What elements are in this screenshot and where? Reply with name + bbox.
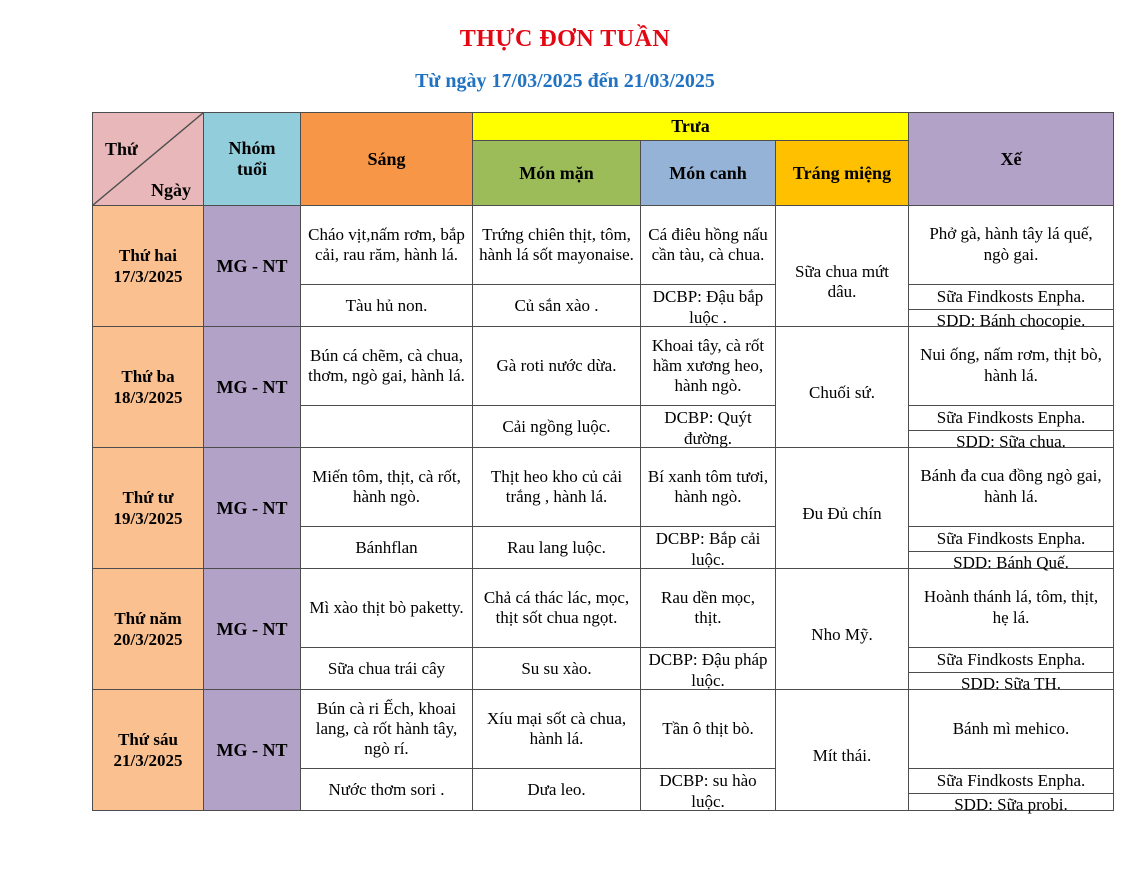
lunch-main-dish-1: Trứng chiên thịt, tôm, hành lá sốt mayonaise. (473, 206, 640, 285)
morning-cell (301, 206, 473, 327)
morning-dish-1: Cháo vịt,nấm rơm, bắp cải, rau răm, hành lá. (301, 206, 472, 285)
lunch-dessert-cell: Mít thái. (776, 690, 909, 811)
lunch-main-cell (473, 206, 641, 327)
morning-cell (301, 327, 473, 448)
corner-header-cell (93, 113, 204, 206)
morning-dish-1: Mì xào thịt bò paketty. (301, 569, 472, 648)
lunch-soup-extra: DCBP: Đậu pháp luộc. (648, 650, 768, 690)
afternoon-milk: Sữa Findkosts Enpha. (909, 527, 1113, 553)
lunch-dessert-cell: Chuối sứ. (776, 327, 909, 448)
day-cell (93, 569, 204, 690)
day-name: Thứ sáu (118, 729, 178, 749)
lunch-main-dish-2: Củ sắn xào . (514, 295, 599, 315)
morning-cell (301, 569, 473, 690)
lunch-soup-extra: DCBP: Bắp cải luộc. (655, 529, 761, 569)
morning-dish-1: Bún cá chẽm, cà chua, thơm, ngò gai, hành lá. (301, 327, 472, 406)
lunch-main-cell (473, 569, 641, 690)
lunch-soup-extra: DCBP: Đậu bắp luộc . (652, 287, 764, 327)
day-name: Thứ ba (121, 366, 175, 386)
menu-day-row (93, 569, 1114, 694)
day-date: 19/3/2025 (113, 509, 183, 528)
afternoon-dish: Bánh mì mehico. (909, 690, 1113, 769)
date-range-subtitle: Từ ngày 17/03/2025 đến 21/03/2025 (415, 70, 715, 92)
afternoon-milk: Sữa Findkosts Enpha. (909, 285, 1113, 311)
afternoon-sdd: SDD: Sữa chua. (956, 432, 1066, 452)
day-cell (93, 448, 204, 569)
age-group-cell: MG - NT (204, 569, 301, 690)
weekly-menu-table (92, 112, 1114, 815)
corner-label-day: Thứ (105, 139, 138, 159)
menu-day-row (93, 690, 1114, 815)
lunch-soup-cell (641, 448, 776, 569)
lunch-main-cell (473, 690, 641, 811)
lunch-soup-dish: Cá điêu hồng nấu cần tàu, cà chua. (641, 206, 775, 285)
lunch-soup-dish: Khoai tây, cà rốt hầm xương heo, hành ngò. (641, 327, 775, 406)
afternoon-milk: Sữa Findkosts Enpha. (909, 406, 1113, 432)
table-header (93, 113, 1114, 206)
day-cell (93, 690, 204, 811)
afternoon-sdd: SDD: Sữa TH. (960, 674, 1062, 694)
afternoon-snack-cell (909, 448, 1114, 573)
afternoon-milk: Sữa Findkosts Enpha. (909, 648, 1113, 674)
lunch-main-cell (473, 448, 641, 569)
lunch-main-cell (473, 327, 641, 448)
morning-dish-1: Miến tôm, thịt, cà rốt, hành ngò. (301, 448, 472, 527)
afternoon-dish: Bánh đa cua đồng ngò gai, hành lá. (909, 448, 1113, 527)
day-date: 17/3/2025 (113, 267, 183, 286)
morning-cell (301, 448, 473, 569)
lunch-main-dish-1: Thịt heo kho củ cải trắng , hành lá. (473, 448, 640, 527)
morning-cell (301, 690, 473, 811)
day-name: Thứ năm (114, 608, 182, 628)
day-name: Thứ tư (122, 487, 174, 507)
lunch-soup-cell (641, 569, 776, 690)
header-lunch-main-dish: Món mặn (473, 141, 641, 206)
lunch-soup-cell (641, 327, 776, 448)
afternoon-dish: Hoành thánh lá, tôm, thịt, hẹ lá. (909, 569, 1113, 648)
day-date: 18/3/2025 (113, 388, 183, 407)
age-group-cell: MG - NT (204, 690, 301, 811)
age-group-cell: MG - NT (204, 327, 301, 448)
lunch-main-dish-2: Dưa leo. (527, 779, 586, 799)
lunch-soup-cell (641, 690, 776, 811)
day-name: Thứ hai (119, 245, 177, 265)
page-title: THỰC ĐƠN TUẦN (459, 26, 671, 52)
lunch-main-dish-1: Gà roti nước dừa. (473, 327, 640, 406)
menu-day-row (93, 206, 1114, 331)
header-lunch-soup: Món canh (641, 141, 776, 206)
afternoon-dish: Phở gà, hành tây lá quế, ngò gai. (909, 206, 1113, 285)
afternoon-milk: Sữa Findkosts Enpha. (909, 769, 1113, 795)
lunch-soup-dish: Rau dền mọc, thịt. (641, 569, 775, 648)
lunch-main-dish-2: Cải ngồng luộc. (502, 416, 611, 436)
lunch-soup-cell (641, 206, 776, 327)
afternoon-dish: Nui ống, nấm rơm, thịt bò, hành lá. (909, 327, 1113, 406)
afternoon-snack-cell (909, 206, 1114, 331)
lunch-main-dish-1: Chả cá thác lác, mọc, thịt sốt chua ngọt. (473, 569, 640, 648)
afternoon-snack-cell (909, 569, 1114, 694)
afternoon-sdd: SDD: Bánh Quế. (953, 553, 1069, 573)
header-morning: Sáng (301, 113, 473, 206)
lunch-main-dish-2: Su su xào. (521, 658, 592, 678)
lunch-soup-extra: DCBP: su hào luộc. (659, 771, 757, 811)
lunch-dessert-cell: Nho Mỹ. (776, 569, 909, 690)
age-group-cell: MG - NT (204, 206, 301, 327)
lunch-soup-extra: DCBP: Quýt đường. (664, 408, 752, 448)
morning-dish-2: Tàu hủ non. (345, 295, 428, 315)
lunch-soup-dish: Bí xanh tôm tươi, hành ngò. (641, 448, 775, 527)
day-cell (93, 206, 204, 327)
header-lunch: Trưa (473, 113, 909, 141)
afternoon-sdd: SDD: Bánh chocopie. (936, 311, 1086, 331)
afternoon-snack-cell (909, 690, 1114, 815)
lunch-dessert-cell: Sữa chua mứt dâu. (776, 206, 909, 327)
corner-label-date: Ngày (151, 180, 191, 200)
morning-dish-2: Nước thơm sori . (328, 779, 445, 799)
menu-day-row (93, 327, 1114, 452)
lunch-soup-dish: Tần ô thịt bò. (641, 690, 775, 769)
morning-dish-2: Bánhflan (355, 537, 418, 557)
afternoon-sdd: SDD: Sữa probi. (954, 795, 1068, 815)
morning-dish-1: Bún cà ri Ếch, khoai lang, cà rốt hành tây, ngò rí. (301, 690, 472, 769)
afternoon-snack-cell (909, 327, 1114, 452)
menu-table-body (93, 206, 1114, 815)
header-afternoon-snack: Xế (909, 113, 1114, 206)
day-cell (93, 327, 204, 448)
day-date: 21/3/2025 (113, 751, 183, 770)
morning-dish-2 (301, 406, 472, 447)
lunch-dessert-cell: Đu Đủ chín (776, 448, 909, 569)
header-lunch-dessert: Tráng miệng (776, 141, 909, 206)
age-group-cell: MG - NT (204, 448, 301, 569)
lunch-main-dish-2: Rau lang luộc. (507, 537, 606, 557)
header-age-group: Nhóm tuổi (204, 113, 301, 206)
day-date: 20/3/2025 (113, 630, 183, 649)
morning-dish-2: Sữa chua trái cây (327, 658, 446, 678)
lunch-main-dish-1: Xíu mại sốt cà chua, hành lá. (473, 690, 640, 769)
menu-day-row (93, 448, 1114, 573)
